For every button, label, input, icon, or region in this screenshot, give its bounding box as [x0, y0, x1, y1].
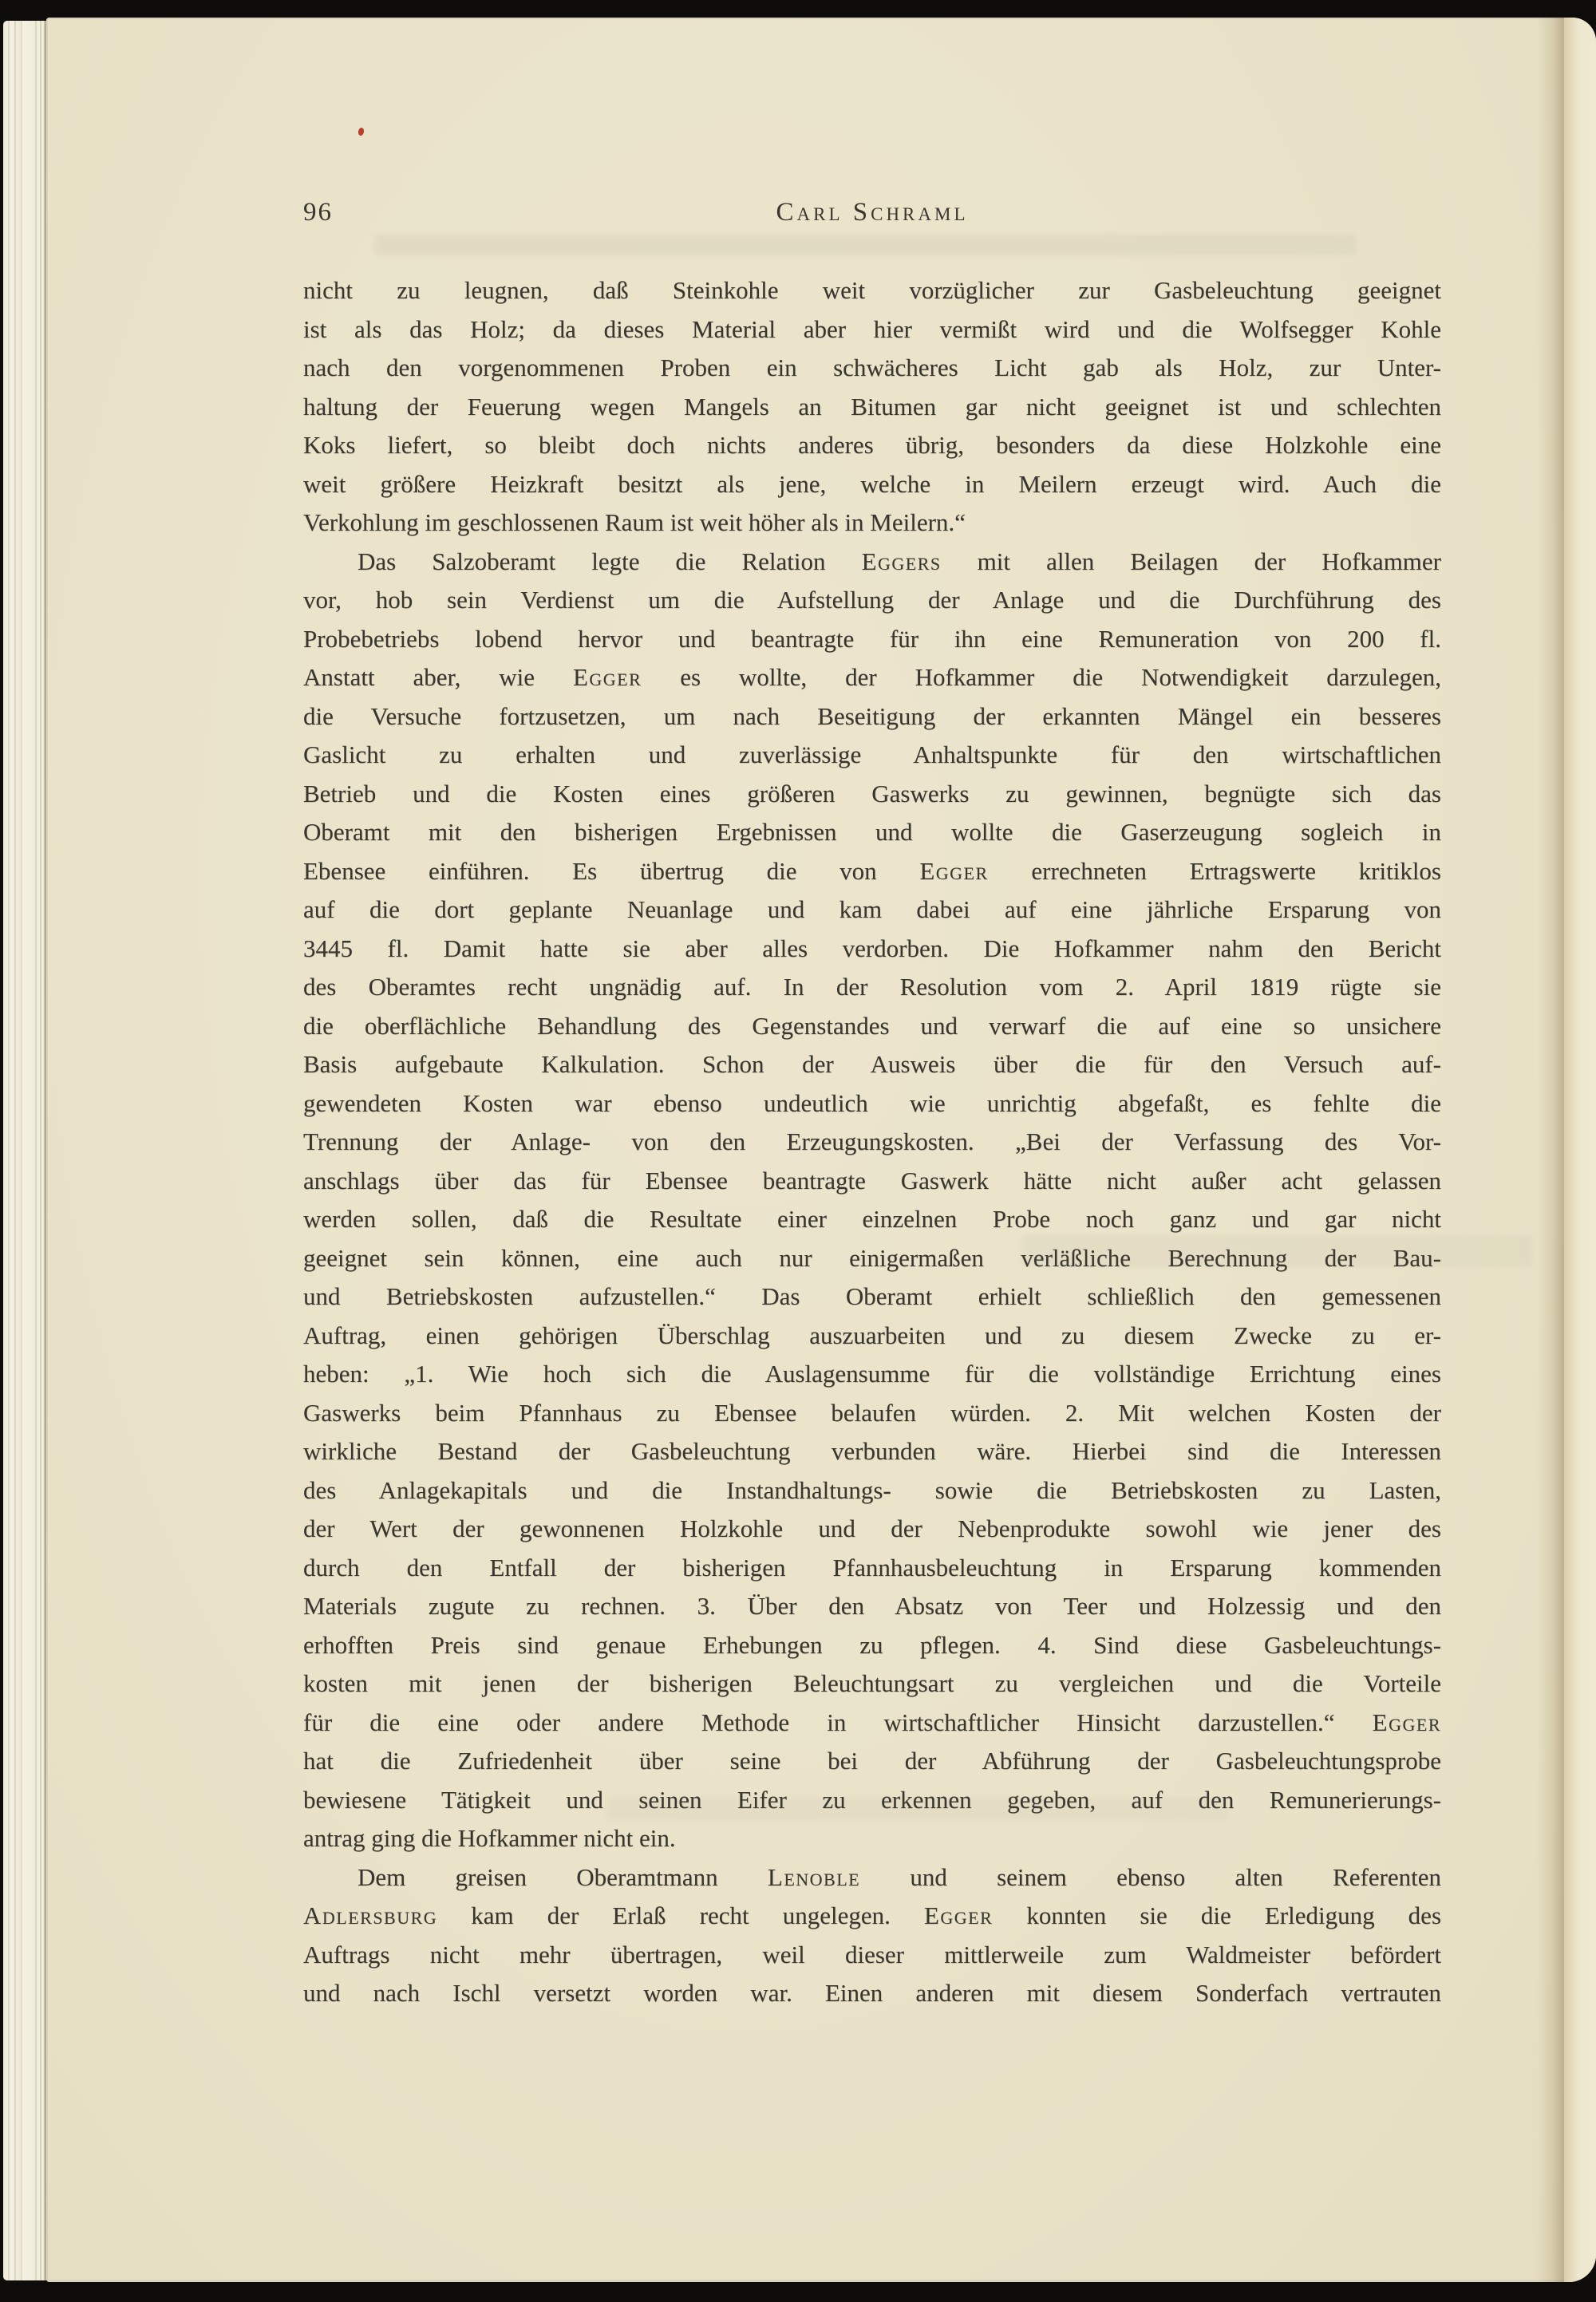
text-line: gewendeten Kosten war ebenso undeutlich wie unrichtig abgefaßt, es fehlte die — [303, 1088, 1441, 1117]
text-line: Dem greisen Oberamtmann Lenoble und seinem ebenso alten Referenten — [358, 1862, 1442, 1891]
text-line: der Wert der gewonnenen Holzkohle und der Nebenprodukte sowohl wie jener des — [303, 1514, 1441, 1542]
text-line: und Betriebskosten aufzustellen.“ Das Oberamt erhielt schließlich den gemessenen — [303, 1282, 1441, 1310]
text-line: Trennung der Anlage- von den Erzeugungskosten. „Bei der Verfassung des Vor- — [303, 1127, 1441, 1155]
text-line: und nach Ischl versetzt worden war. Einen anderen mit diesem Sonderfach vertrauten — [303, 1979, 1441, 2007]
person-name: Eggers — [861, 547, 942, 575]
person-name: Egger — [919, 856, 989, 885]
text-line: Verkohlung im geschlossenen Raum ist weit höher als in Meilern.“ — [303, 508, 966, 536]
text-line: kosten mit jenen der bisherigen Beleuchtungsart zu vergleichen und die Vorteile — [303, 1669, 1441, 1697]
text-line: weit größere Heizkraft besitzt als jene, welche in Meilern erzeugt wird. Auch die — [303, 469, 1441, 498]
person-name: Egger — [572, 663, 642, 691]
text-line: wirkliche Bestand der Gasbeleuchtung verbunden wäre. Hierbei sind die Interessen — [303, 1437, 1441, 1465]
text-line: Betrieb und die Kosten eines größeren Gaswerks zu gewinnen, begnügte sich das — [303, 779, 1441, 807]
text-line: ist als das Holz; da dieses Material aber hier vermißt wird und die Wolfsegger Kohle — [303, 314, 1441, 343]
text-line: Ebensee einführen. Es übertrug die von Egger errechneten Ertragswerte kritiklos — [303, 856, 1441, 885]
text-line: Gaswerks beim Pfannhaus zu Ebensee belaufen würden. 2. Mit welchen Kosten der — [303, 1398, 1441, 1427]
text-line: anschlags über das für Ebensee beantragte Gaswerk hätte nicht außer acht gelassen — [303, 1166, 1441, 1194]
book-page — [46, 18, 1596, 2282]
paragraph — [303, 1858, 1441, 2013]
text-line: durch den Entfall der bisherigen Pfannhausbeleuchtung in Ersparung kommenden — [303, 1553, 1441, 1581]
person-name: Egger — [1372, 1708, 1441, 1736]
text-line: werden sollen, daß die Resultate einer einzelnen Probe noch ganz und gar nicht — [303, 1205, 1441, 1233]
text-line: für die eine oder andere Methode in wirtschaftlicher Hinsicht darzustellen.“ Egger — [303, 1708, 1441, 1736]
text-line: Koks liefert, so bleibt doch nichts anderes übrig, besonders da diese Holzkohle eine — [303, 431, 1441, 459]
person-name: Lenoble — [767, 1862, 861, 1891]
text-line: bewiesene Tätigkeit und seinen Eifer zu erkennen gegeben, auf den Remunerierungs- — [303, 1785, 1441, 1814]
text-line: auf die dort geplante Neuanlage und kam dabei auf eine jährliche Ersparung von — [303, 895, 1441, 923]
text-line: die oberflächliche Behandlung des Gegenstandes und verwarf die auf eine so unsichere — [303, 1011, 1441, 1040]
ink-bleed-through — [375, 235, 1357, 255]
person-name: Adlersburg — [303, 1901, 438, 1929]
running-title: Carl Schraml — [776, 198, 969, 227]
text-line: Auftrag, einen gehörigen Überschlag auszuarbeiten und zu diesem Zwecke zu er- — [303, 1321, 1441, 1349]
text-line: die Versuche fortzusetzen, um nach Beseitigung der erkannten Mängel ein besseres — [303, 701, 1441, 730]
text-line: geeignet sein können, eine auch nur einigermaßen verläßliche Berechnung der Bau- — [303, 1243, 1441, 1272]
paragraph — [303, 271, 1441, 543]
text-line: Adlersburg kam der Erlaß recht ungelegen. Egger konnten sie die Erledigung des — [303, 1901, 1442, 1929]
text-line: 3445 fl. Damit hatte sie aber alles verdorben. Die Hofkammer nahm den Bericht — [303, 934, 1441, 962]
text-line: Oberamt mit den bisherigen Ergebnissen und wollte die Gaserzeugung sogleich in — [303, 818, 1441, 846]
text-line: antrag ging die Hofkammer nicht ein. — [303, 1824, 676, 1852]
running-header — [303, 198, 1441, 231]
text-line: nach den vorgenommenen Proben ein schwächeres Licht gab als Holz, zur Unter- — [303, 353, 1441, 381]
text-line: Materials zugute zu rechnen. 3. Über den Absatz von Teer und Holzessig und den — [303, 1592, 1441, 1620]
text-line: Basis aufgebaute Kalkulation. Schon der Ausweis über die für den Versuch auf- — [303, 1050, 1441, 1078]
text-line: des Anlagekapitals und die Instandhaltungs- sowie die Betriebskosten zu Lasten, — [303, 1475, 1441, 1504]
text-line: heben: „1. Wie hoch sich die Auslagensumme für die vollständige Errichtung eines — [303, 1360, 1441, 1388]
page-number: 96 — [303, 198, 333, 227]
page-stack-edges — [3, 21, 46, 2280]
text-line: nicht zu leugnen, daß Steinkohle weit vorzüglicher zur Gasbeleuchtung geeignet — [303, 276, 1441, 304]
text-line: erhofften Preis sind genaue Erhebungen zu pflegen. 4. Sind diese Gasbeleuchtungs- — [303, 1630, 1441, 1659]
person-name: Egger — [923, 1901, 994, 1929]
text-line: Probebetriebs lobend hervor und beantragte für ihn eine Remuneration von 200 fl. — [303, 624, 1441, 653]
ink-bleed-through — [606, 1797, 1229, 1821]
text-line: hat die Zufriedenheit über seine bei der Abführung der Gasbeleuchtungsprobe — [303, 1747, 1441, 1775]
text-line: Auftrags nicht mehr übertragen, weil dieser mittlerweile zum Waldmeister befördert — [303, 1940, 1441, 1968]
text-body — [303, 271, 1441, 2013]
text-line: haltung der Feuerung wegen Mangels an Bitumen gar nicht geeignet ist und schlechten — [303, 392, 1441, 421]
text-line: Anstatt aber, wie Egger es wollte, der Hofkammer die Notwendigkeit darzulegen, — [303, 663, 1441, 691]
ink-bleed-through — [1021, 1235, 1532, 1267]
paragraph — [303, 543, 1441, 1858]
text-line: Gaslicht zu erhalten und zuverlässige Anhaltspunkte für den wirtschaftlichen — [303, 740, 1441, 768]
text-line: Das Salzoberamt legte die Relation Eggers mit allen Beilagen der Hofkammer — [358, 547, 1441, 575]
binding-gutter-shadow — [1537, 18, 1564, 2282]
facing-page-sliver — [1564, 18, 1596, 2282]
text-line: des Oberamtes recht ungnädig auf. In der Resolution vom 2. April 1819 rügte sie — [303, 973, 1441, 1001]
text-line: vor, hob sein Verdienst um die Aufstellung der Anlage und die Durchführung des — [303, 586, 1441, 614]
